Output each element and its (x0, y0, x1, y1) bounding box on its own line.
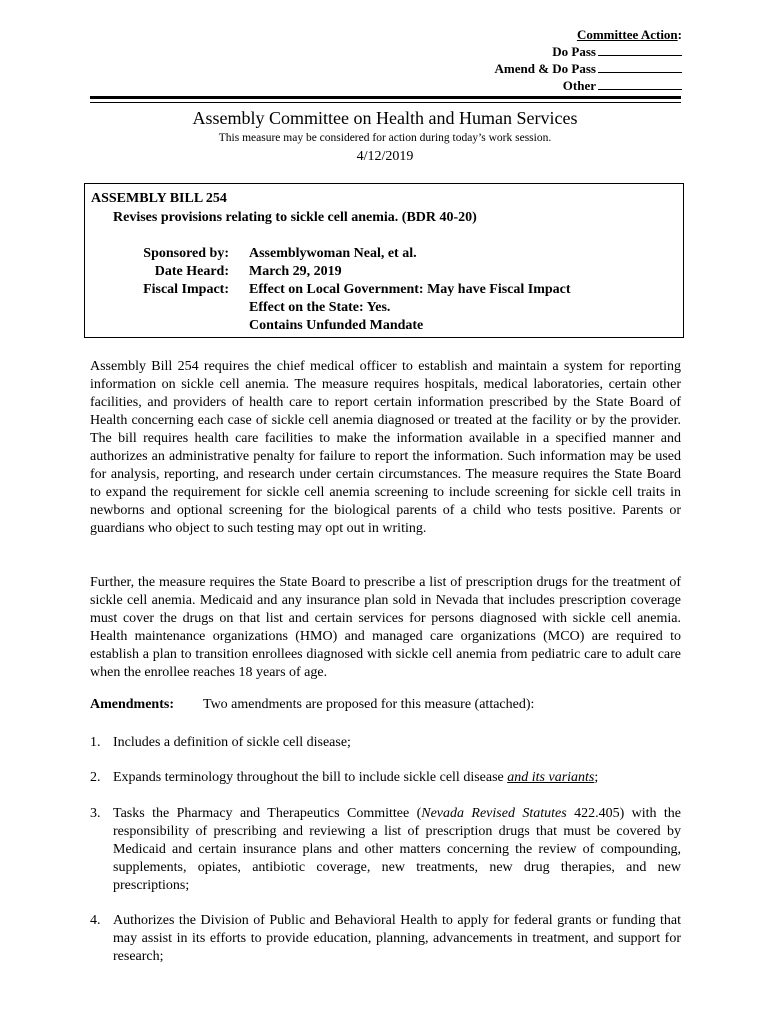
fiscal-impact-label: Fiscal Impact: (143, 282, 229, 297)
amend-do-pass-line (495, 60, 682, 77)
date-heard-label: Date Heard: (154, 264, 229, 279)
bill-description: Revises provisions relating to sickle cell anemia. (BDR 40-20) (113, 210, 477, 225)
sponsored-by-label: Sponsored by: (143, 246, 229, 261)
bill-summary-box (84, 183, 684, 338)
summary-paragraph-2: Further, the measure requires the State Board to prescribe a list of prescription drugs for the treatment of sickle cell anemia. Medicaid and any insurance plan sold in Nevada that includes prescription coverage must cover the drugs on that list and certain services for persons diagnosed with sickle cell anemia. Health maintenance organizations (HMO) and managed care organizations (MCO) are required to establish a plan to transition enrollees diagnosed with sickle cell anemia from pediatric care to adult care when the enrollee reaches 18 years of age. (90, 575, 681, 680)
date-heard-value: March 29, 2019 (249, 264, 342, 279)
amendment-text: Authorizes the Division of Public and Behavioral Health to apply for federal grants or funding that may assist in its efforts to provide education, planning, advancements in treatment, and support for research; (113, 913, 681, 964)
committee-title: Assembly Committee on Health and Human Services (192, 108, 578, 128)
amendment-number: 3. (90, 806, 101, 821)
amendment-item-3 (90, 805, 681, 895)
amendment-text: Includes a definition of sickle cell disease; (113, 735, 351, 750)
do-pass-line (495, 43, 682, 60)
amendment-citation: Nevada Revised Statutes (421, 806, 567, 821)
do-pass-label: Do Pass (552, 44, 596, 59)
amendment-number: 2. (90, 770, 101, 785)
committee-action-block (495, 26, 682, 94)
fiscal-mandate-value: Contains Unfunded Mandate (249, 318, 424, 333)
committee-action-heading: Committee Action: (576, 27, 682, 42)
amendments-label: Amendments: (90, 697, 174, 712)
summary-paragraph-1: Assembly Bill 254 requires the chief medical officer to establish and maintain a system for reporting information on sickle cell anemia. The measure requires hospitals, medical laboratories, certain other facilities, and providers of health care to report certain information prescribed by the State Board of Health concerning each case of sickle cell anemia diagnosed or treated at the facility or by the provider. The bill requires health care facilities to make the information available in a specified manner and authorizes an administrative penalty for failure to report the information. Such information may be used for analysis, reporting, and research under certain circumstances. The measure requires the State Board to expand the requirement for sickle cell anemia screening to include screening for sickle cell traits in newborns and optional screening for the biological parents of a child who tests positive. Parents or guardians who object to such testing may opt out in writing. (90, 359, 681, 536)
header-rule-thick (90, 96, 681, 99)
other-line (495, 77, 682, 94)
other-label: Other (562, 78, 596, 93)
session-note: This measure may be considered for action during today’s work session. (218, 132, 552, 144)
fiscal-state-value: Effect on the State: Yes. (249, 300, 391, 315)
amendment-item-2 (90, 769, 681, 787)
do-pass-blank (598, 44, 682, 56)
sponsored-by-value: Assemblywoman Neal, et al. (249, 246, 417, 261)
amendment-emphasis: and its variants (507, 770, 595, 785)
bill-number: ASSEMBLY BILL 254 (91, 191, 227, 206)
amend-do-pass-blank (598, 61, 682, 73)
amendment-number: 4. (90, 913, 101, 928)
meeting-date: 4/12/2019 (356, 149, 414, 164)
amendments-heading (90, 696, 534, 714)
amendment-text-part: Tasks the Pharmacy and Therapeutics Committee ( (113, 806, 422, 821)
amendment-item-1 (90, 734, 681, 752)
amendment-item-4 (90, 912, 681, 966)
amendments-intro: Two amendments are proposed for this measure (attached): (203, 697, 535, 712)
amendment-text-part: Expands terminology throughout the bill to include sickle cell disease (113, 770, 508, 785)
committee-action-title: Committee Action (576, 27, 678, 42)
amendment-text-part: 422.405) with the responsibility of prescribing and reviewing a list of prescription drugs that must be covered by Medicaid and certain insurance plans and other matters concerning the review of compounding, supplements, opiates, antibiotic coverage, new treatments, new drug therapies, and new prescriptions; (113, 806, 681, 893)
amendment-text-part: ; (594, 770, 599, 785)
other-blank (598, 78, 682, 90)
header-rule-thin (90, 102, 681, 103)
amend-do-pass-label: Amend & Do Pass (494, 61, 596, 76)
fiscal-local-value: Effect on Local Government: May have Fiscal Impact (249, 282, 571, 297)
amendment-text (113, 805, 681, 895)
amendment-number: 1. (90, 735, 101, 750)
amendment-text (113, 769, 681, 787)
